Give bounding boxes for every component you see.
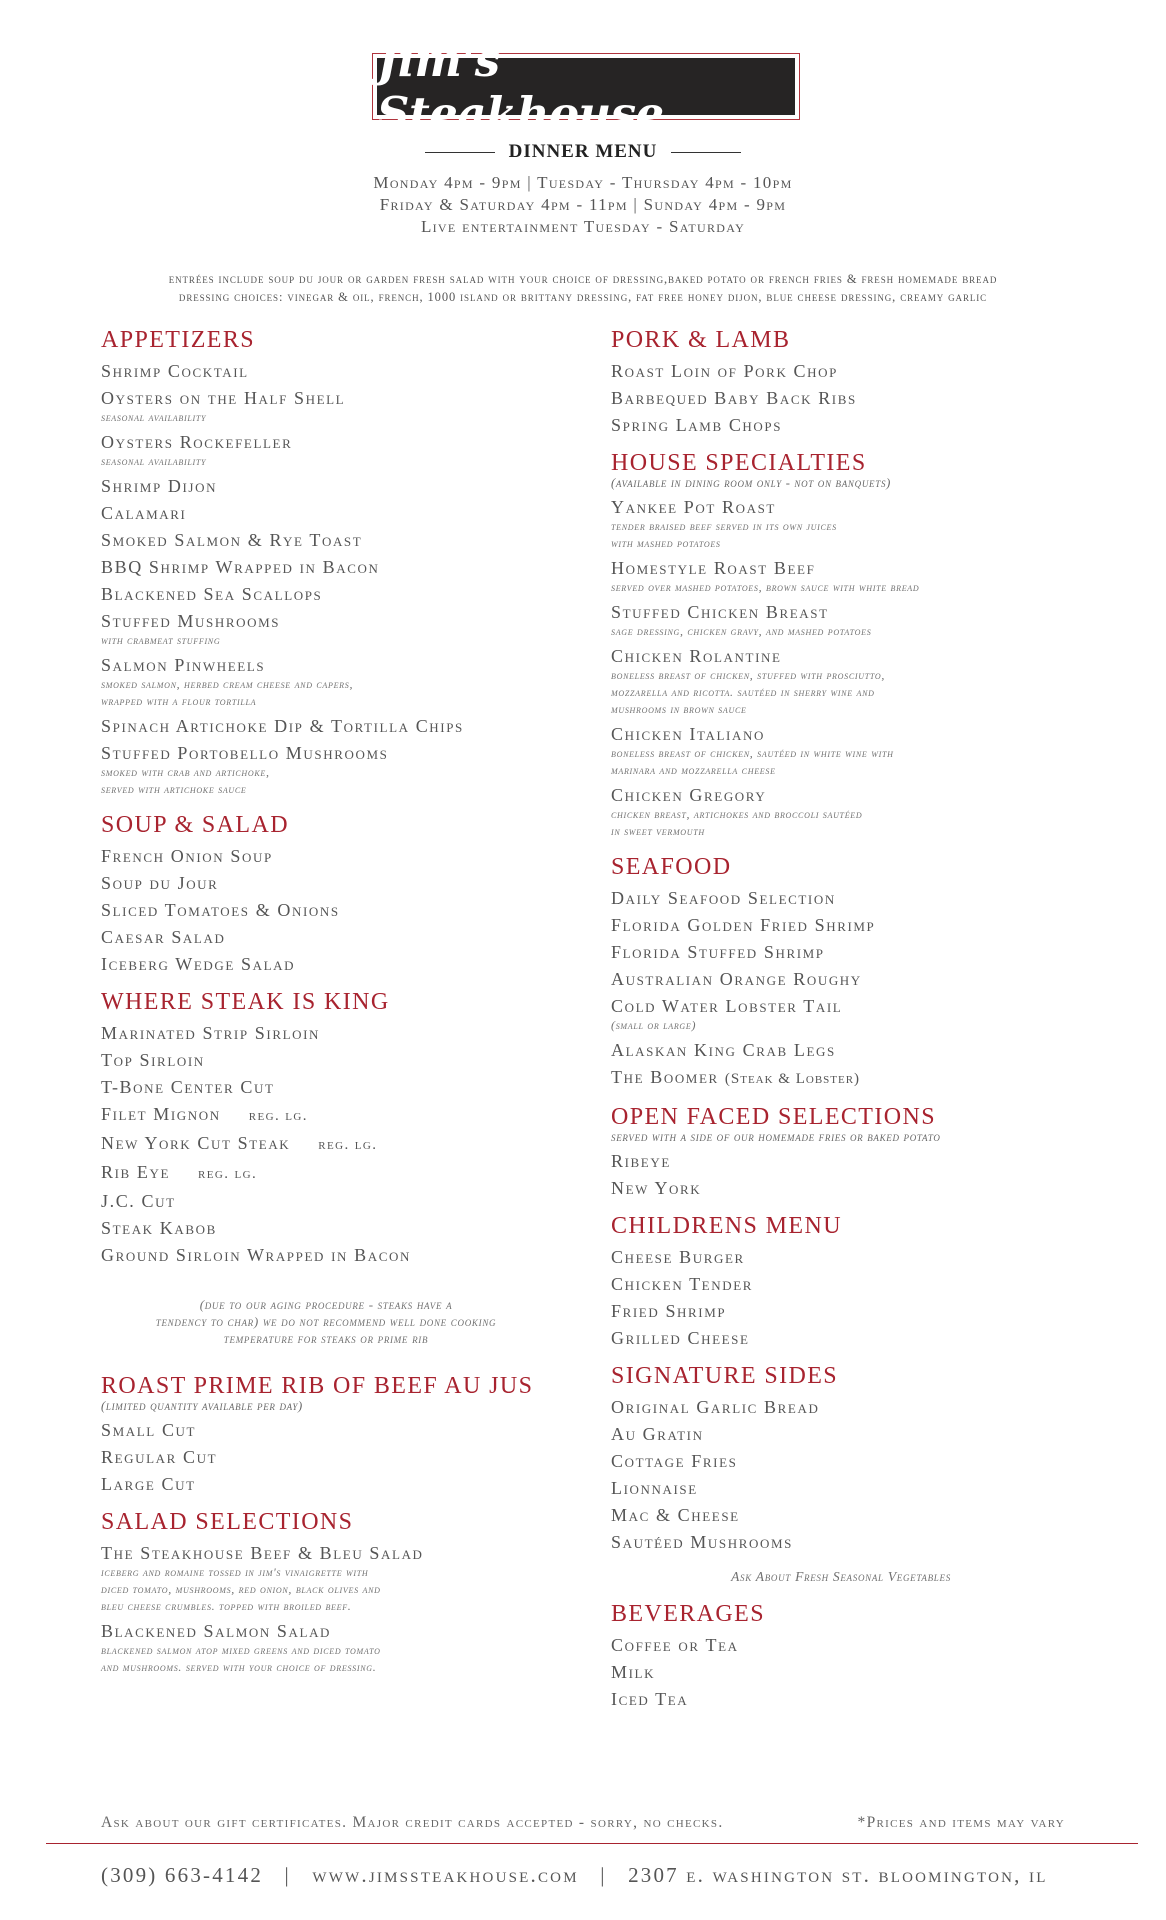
menu-item-name	[101, 1217, 551, 1239]
menu-item-label: Florida Stuffed Shrimp	[611, 942, 825, 962]
separator: |	[600, 1863, 607, 1887]
section-note: served with a side of our homemade fries or baked potato	[611, 1130, 941, 1144]
menu-item-name	[101, 610, 551, 632]
menu-item-name	[611, 1661, 1071, 1683]
menu-item	[101, 926, 551, 948]
menu-item-label: Salmon Pinwheels	[101, 655, 266, 675]
menu-item	[101, 387, 551, 426]
price-note: *Prices and items may vary	[857, 1814, 1065, 1831]
menu-item	[611, 496, 1071, 552]
website-link[interactable]: www.jimssteakhouse.com	[312, 1863, 579, 1887]
menu-item-label: Regular Cut	[101, 1447, 218, 1467]
menu-item-label: Shrimp Cocktail	[101, 361, 249, 381]
menu-item	[611, 995, 1071, 1034]
menu-item	[611, 1450, 1071, 1472]
section-title: WHERE STEAK IS KING	[101, 989, 390, 1015]
section-title: SEAFOOD	[611, 854, 732, 880]
menu-item-name	[101, 1103, 551, 1127]
menu-item	[611, 557, 1071, 596]
section-title: BEVERAGES	[611, 1601, 765, 1627]
menu-item-name	[611, 995, 1071, 1017]
menu-item	[611, 914, 1071, 936]
menu-item-name	[101, 715, 551, 737]
menu-item-description: served over mashed potatoes, brown sauce with white bread	[611, 580, 920, 594]
menu-item-name	[611, 784, 1071, 806]
menu-item-label: Cold Water Lobster Tail	[611, 996, 843, 1016]
menu-item-subtitle: (Steak & Lobster)	[724, 1071, 861, 1087]
menu-item-name	[101, 431, 551, 453]
menu-item-label: Florida Golden Fried Shrimp	[611, 915, 876, 935]
menu-item-label: Ribeye	[611, 1151, 671, 1171]
menu-item-label: Smoked Salmon & Rye Toast	[101, 530, 363, 550]
title-rule-left	[425, 152, 495, 153]
menu-item-name	[101, 1190, 551, 1212]
menu-item-label: Roast Loin of Pork Chop	[611, 361, 838, 381]
menu-item	[101, 1049, 551, 1071]
menu-item-description: blackened salmon atop mixed greens and diced tomato	[101, 1643, 381, 1657]
menu-item-label: Milk	[611, 1662, 656, 1682]
menu-item-name	[611, 914, 1071, 936]
menu-item	[101, 953, 551, 975]
menu-item-name	[101, 360, 551, 382]
menu-item	[101, 529, 551, 551]
menu-item	[611, 1504, 1071, 1526]
menu-item-description: served with artichoke sauce	[101, 782, 247, 796]
menu-item	[101, 1473, 551, 1495]
section-sides	[611, 1361, 1071, 1585]
menu-item-description: diced tomato, mushrooms, red onion, black olives and	[101, 1582, 381, 1596]
menu-item-label: Sliced Tomatoes & Onions	[101, 900, 340, 920]
menu-item-label: Blackened Salmon Salad	[101, 1621, 332, 1641]
menu-item	[101, 742, 551, 798]
menu-item-name	[101, 926, 551, 948]
menu-item-name	[101, 872, 551, 894]
section-title: SOUP & SALAD	[101, 812, 289, 838]
menu-item-name	[611, 1327, 1071, 1349]
menu-item-name	[611, 941, 1071, 963]
menu-item-name	[611, 1634, 1071, 1656]
menu-item-label: Top Sirloin	[101, 1050, 205, 1070]
menu-item-label: Filet Mignon	[101, 1104, 221, 1124]
section-note: (available in dining room only - not on banquets)	[611, 476, 892, 490]
section-prime-rib	[101, 1371, 551, 1495]
right-column	[611, 325, 1071, 1722]
menu-item-name	[101, 654, 551, 676]
menu-item-label: The Boomer	[611, 1067, 719, 1087]
menu-item-label: Steak Kabob	[101, 1218, 217, 1238]
section-title: ROAST PRIME RIB OF BEEF AU JUS	[101, 1373, 534, 1399]
section-title: SIGNATURE SIDES	[611, 1363, 839, 1389]
menu-item-label: Ground Sirloin Wrapped in Bacon	[101, 1245, 411, 1265]
menu-item	[101, 654, 551, 710]
menu-item-name	[611, 360, 1071, 382]
menu-item	[101, 475, 551, 497]
menu-item-label: Marinated Strip Sirloin	[101, 1023, 321, 1043]
menu-item-label: Shrimp Dijon	[101, 476, 218, 496]
left-column	[101, 325, 551, 1688]
menu-item-description: sage dressing, chicken gravy, and mashed potatoes	[611, 624, 872, 638]
menu-item	[101, 431, 551, 470]
menu-item-name	[101, 1620, 551, 1642]
section-open-faced	[611, 1102, 1071, 1199]
menu-item	[101, 1446, 551, 1468]
menu-item	[101, 502, 551, 524]
menu-item-name	[101, 1022, 551, 1044]
menu-item	[101, 1022, 551, 1044]
menu-item-name	[611, 1504, 1071, 1526]
menu-item-description: boneless breast of chicken, sautéed in white wine with	[611, 746, 894, 760]
menu-item-name	[611, 1477, 1071, 1499]
menu-item	[611, 1177, 1071, 1199]
menu-item	[611, 1688, 1071, 1710]
section-beverages	[611, 1599, 1071, 1710]
menu-item-name	[611, 968, 1071, 990]
menu-item-name	[611, 1688, 1071, 1710]
menu-item-name	[611, 1150, 1071, 1172]
separator: |	[284, 1863, 291, 1887]
hours-line: Monday 4pm - 9pm | Tuesday - Thursday 4pm - 10pm	[373, 173, 793, 192]
hours-line: Friday & Saturday 4pm - 11pm | Sunday 4pm - 9pm	[379, 195, 787, 214]
menu-item-description: chicken breast, artichokes and broccoli sautéed	[611, 807, 863, 821]
menu-item-description: with crabmeat stuffing	[101, 633, 221, 647]
menu-item-label: Grilled Cheese	[611, 1328, 750, 1348]
note-line: (due to our aging procedure - steaks have a	[199, 1297, 453, 1312]
menu-item	[101, 1161, 551, 1185]
menu-item-name	[611, 723, 1071, 745]
note-line: tendency to char) we do not recommend well done cooking	[155, 1314, 497, 1329]
menu-item-name	[101, 845, 551, 867]
menu-item-name	[101, 1049, 551, 1071]
menu-item	[101, 583, 551, 605]
menu-item	[101, 1076, 551, 1098]
menu-item	[101, 1217, 551, 1239]
menu-item	[611, 360, 1071, 382]
contact-bar	[101, 1863, 1081, 1888]
logo: Jim's Steakhouse	[377, 58, 795, 115]
menu-item-label: Blackened Sea Scallops	[101, 584, 323, 604]
section-steak	[101, 987, 551, 1347]
menu-item	[101, 872, 551, 894]
menu-item-label: Homestyle Roast Beef	[611, 558, 816, 578]
menu-item	[611, 645, 1071, 718]
menu-item-label: Mac & Cheese	[611, 1505, 740, 1525]
footer-notes	[101, 1814, 1065, 1832]
menu-item-name	[101, 1076, 551, 1098]
menu-item	[611, 387, 1071, 409]
menu-item-label: Fried Shrimp	[611, 1301, 727, 1321]
menu-item-name	[611, 1531, 1071, 1553]
menu-item	[101, 1132, 551, 1156]
menu-item-name	[101, 953, 551, 975]
menu-item-description: mushrooms in brown sauce	[611, 702, 747, 716]
section-title: APPETIZERS	[101, 327, 256, 353]
menu-item	[101, 899, 551, 921]
menu-item	[611, 1246, 1071, 1268]
menu-item-label: Yankee Pot Roast	[611, 497, 776, 517]
menu-title: DINNER MENU	[508, 141, 658, 162]
menu-item-label: Sautéed Mushrooms	[611, 1532, 793, 1552]
menu-item-label: The Steakhouse Beef & Bleu Salad	[101, 1543, 424, 1563]
menu-item-name	[611, 1300, 1071, 1322]
menu-item-label: Daily Seafood Selection	[611, 888, 836, 908]
section-appetizers	[101, 325, 551, 798]
menu-item-description: with mashed potatoes	[611, 536, 721, 550]
menu-item-label: Spring Lamb Chops	[611, 415, 783, 435]
menu-item-name	[101, 1244, 551, 1266]
menu-item	[611, 887, 1071, 909]
intro-line: dressing choices: vinegar & oil, french, 1000 island or brittany dressing, fat free honey dijon, blue cheese dressing, creamy garlic	[178, 290, 988, 304]
menu-item	[611, 1396, 1071, 1418]
menu-item-description: boneless breast of chicken, stuffed with prosciutto,	[611, 668, 886, 682]
menu-item-name	[101, 1161, 551, 1185]
menu-item-label: Au Gratin	[611, 1424, 704, 1444]
menu-item	[101, 845, 551, 867]
menu-item	[611, 601, 1071, 640]
menu-item-name	[101, 387, 551, 409]
menu-item-size: reg. lg.	[248, 1108, 308, 1124]
section-title: SALAD SELECTIONS	[101, 1509, 354, 1535]
menu-item-name	[101, 502, 551, 524]
menu-item-name	[101, 1132, 551, 1156]
section-specialties	[611, 448, 1071, 840]
menu-item	[611, 1477, 1071, 1499]
menu-item-description: in sweet vermouth	[611, 824, 705, 838]
menu-item-name	[611, 1396, 1071, 1418]
section-title: HOUSE SPECIALTIES	[611, 450, 867, 476]
menu-item-name	[611, 1423, 1071, 1445]
menu-item-name	[611, 601, 1071, 623]
menu-item	[101, 1542, 551, 1615]
menu-item	[101, 610, 551, 649]
menu-item-description: and mushrooms. served with your choice of dressing.	[101, 1660, 377, 1674]
menu-item-description: smoked with crab and artichoke,	[101, 765, 270, 779]
menu-item	[611, 1150, 1071, 1172]
section-pork-lamb	[611, 325, 1071, 436]
menu-item-size: reg. lg.	[198, 1166, 258, 1182]
intro-line: entrées include soup du jour or garden fresh salad with your choice of dressing,baked potato or french fries & fresh homemade bread	[168, 272, 998, 286]
menu-item-name	[101, 899, 551, 921]
section-title: PORK & LAMB	[611, 327, 791, 353]
menu-item	[611, 1661, 1071, 1683]
menu-item-label: New York Cut Steak	[101, 1133, 291, 1153]
menu-item-label: BBQ Shrimp Wrapped in Bacon	[101, 557, 380, 577]
menu-item-label: Iced Tea	[611, 1689, 689, 1709]
menu-item-label: Chicken Gregory	[611, 785, 767, 805]
menu-item-name	[101, 1542, 551, 1564]
menu-item	[611, 1039, 1071, 1061]
menu-item-name	[101, 529, 551, 551]
menu-item-label: Barbequed Baby Back Ribs	[611, 388, 857, 408]
menu-item-description: tender braised beef served in its own juices	[611, 519, 837, 533]
menu-item-description: (small or large)	[611, 1018, 697, 1032]
menu-item-label: Coffee or Tea	[611, 1635, 739, 1655]
menu-title-row	[0, 141, 1166, 163]
hours	[0, 172, 1166, 238]
section-title: CHILDRENS MENU	[611, 1213, 842, 1239]
menu-item-description: marinara and mozzarella cheese	[611, 763, 776, 777]
menu-item-description: wrapped with a flour tortilla	[101, 694, 257, 708]
menu-item-label: Chicken Tender	[611, 1274, 754, 1294]
menu-item	[611, 941, 1071, 963]
menu-item-name	[611, 1039, 1071, 1061]
menu-item-name	[611, 387, 1071, 409]
menu-item-name	[611, 1066, 1071, 1090]
menu-item	[101, 1190, 551, 1212]
menu-item-label: Caesar Salad	[101, 927, 226, 947]
menu-item	[101, 556, 551, 578]
menu-item	[611, 1423, 1071, 1445]
vegetables-note: Ask About Fresh Seasonal Vegetables	[731, 1569, 951, 1584]
menu-item-name	[101, 583, 551, 605]
menu-item-name	[611, 1450, 1071, 1472]
menu-item-name	[611, 1273, 1071, 1295]
menu-item-name	[101, 1419, 551, 1441]
menu-item	[611, 1066, 1071, 1090]
menu-item-label: Soup du Jour	[101, 873, 219, 893]
menu-item-name	[101, 1446, 551, 1468]
section-soup-salad	[101, 810, 551, 975]
menu-item-description: seasonal availability	[101, 410, 207, 424]
hours-line: Live entertainment Tuesday - Saturday	[420, 217, 746, 236]
menu-item-name	[611, 887, 1071, 909]
section-seafood	[611, 852, 1071, 1090]
menu-item-label: Oysters Rockefeller	[101, 432, 293, 452]
menu-item	[611, 1531, 1071, 1553]
menu-item-label: J.C. Cut	[101, 1191, 176, 1211]
menu-item-description: seasonal availability	[101, 454, 207, 468]
menu-item-label: Stuffed Chicken Breast	[611, 602, 829, 622]
menu-item-label: Lionnaise	[611, 1478, 698, 1498]
menu-item	[101, 715, 551, 737]
menu-item	[611, 723, 1071, 779]
menu-item-description: bleu cheese crumbles. topped with broiled beef.	[101, 1599, 352, 1613]
gift-note: Ask about our gift certificates. Major credit cards accepted - sorry, no checks.	[101, 1814, 724, 1831]
address: 2307 e. washington st. bloomington, il	[628, 1863, 1048, 1887]
menu-item	[101, 1620, 551, 1676]
menu-item-label: Small Cut	[101, 1420, 197, 1440]
menu-item-name	[101, 475, 551, 497]
note-line: temperature for steaks or prime rib	[223, 1331, 429, 1346]
menu-item-label: New York	[611, 1178, 702, 1198]
title-rule-right	[671, 152, 741, 153]
menu-item	[611, 1634, 1071, 1656]
menu-item	[611, 1327, 1071, 1349]
menu-item-name	[611, 496, 1071, 518]
menu-item-label: Spinach Artichoke Dip & Tortilla Chips	[101, 716, 464, 736]
menu-item-name	[611, 557, 1071, 579]
menu-item-label: Large Cut	[101, 1474, 196, 1494]
menu-item	[611, 784, 1071, 840]
menu-item-description: smoked salmon, herbed cream cheese and capers,	[101, 677, 354, 691]
menu-item-label: T-Bone Center Cut	[101, 1077, 275, 1097]
menu-item-label: Original Garlic Bread	[611, 1397, 820, 1417]
menu-item-label: Calamari	[101, 503, 187, 523]
menu-item-name	[101, 742, 551, 764]
menu-item	[101, 1103, 551, 1127]
footer-rule	[46, 1843, 1138, 1844]
menu-item	[101, 1419, 551, 1441]
menu-item-description: iceberg and romaine tossed in jim's vinaigrette with	[101, 1565, 369, 1579]
menu-item	[101, 360, 551, 382]
menu-item-label: Stuffed Portobello Mushrooms	[101, 743, 389, 763]
section-salads	[101, 1507, 551, 1676]
menu-item-label: Australian Orange Roughy	[611, 969, 862, 989]
menu-item-label: French Onion Soup	[101, 846, 273, 866]
menu-item	[611, 414, 1071, 436]
menu-item-name	[101, 556, 551, 578]
menu-item-label: Alaskan King Crab Legs	[611, 1040, 836, 1060]
menu-item	[611, 1273, 1071, 1295]
menu-item	[611, 968, 1071, 990]
menu-item-name	[611, 1246, 1071, 1268]
menu-item	[611, 1300, 1071, 1322]
menu-item-label: Chicken Italiano	[611, 724, 765, 744]
menu-item-size: reg. lg.	[318, 1137, 378, 1153]
menu-item-label: Cottage Fries	[611, 1451, 738, 1471]
entree-intro	[0, 270, 1166, 306]
menu-item-name	[611, 1177, 1071, 1199]
menu-item-name	[611, 645, 1071, 667]
section-childrens	[611, 1211, 1071, 1349]
phone-number: (309) 663-4142	[101, 1863, 264, 1887]
menu-item-name	[101, 1473, 551, 1495]
menu-item-label: Chicken Rolantine	[611, 646, 782, 666]
section-title: OPEN FACED SELECTIONS	[611, 1104, 936, 1130]
menu-item-label: Oysters on the Half Shell	[101, 388, 346, 408]
menu-item-label: Rib Eye	[101, 1162, 171, 1182]
menu-item-description: mozzarella and ricotta. sautéed in sherry wine and	[611, 685, 875, 699]
steak-cooking-note	[101, 1296, 551, 1347]
logo-frame	[372, 33, 800, 140]
menu-item-label: Iceberg Wedge Salad	[101, 954, 296, 974]
section-note: (limited quantity available per day)	[101, 1399, 303, 1413]
menu-item-name	[611, 414, 1071, 436]
menu-item	[101, 1244, 551, 1266]
menu-item-label: Cheese Burger	[611, 1247, 745, 1267]
menu-item-label: Stuffed Mushrooms	[101, 611, 281, 631]
